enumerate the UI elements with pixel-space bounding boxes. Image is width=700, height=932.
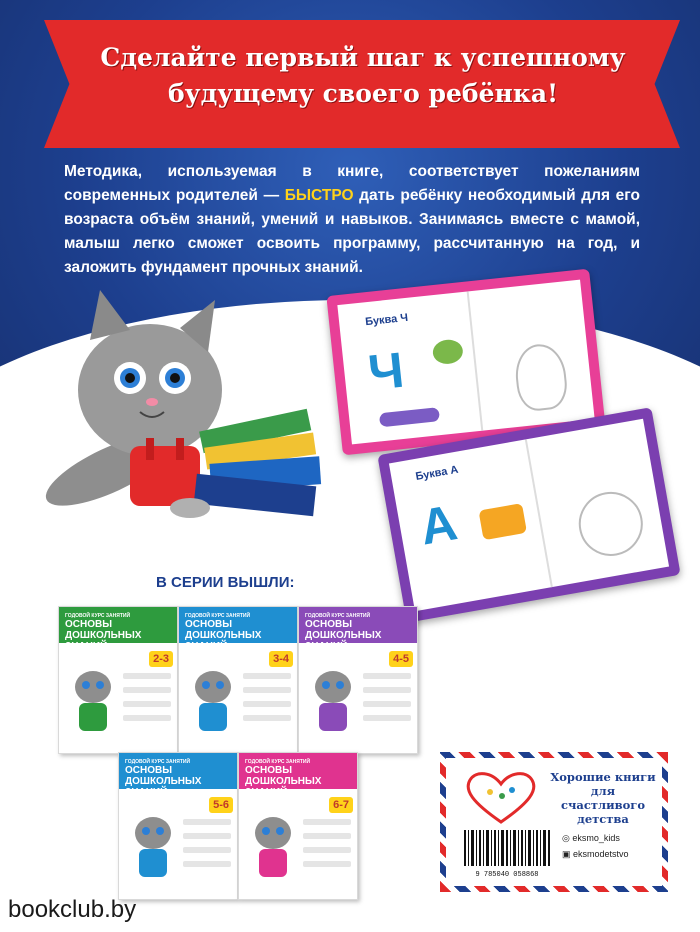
banner-title-line1: Сделайте первый шаг к успешному [100,43,626,72]
series-book-3-4[interactable] [178,606,298,754]
book-band [299,607,417,652]
book-content-lines [243,673,291,729]
book-content-lines [183,819,231,875]
intro-paragraph [64,160,640,280]
book-age-badge: 2-3 [149,651,173,667]
turtle-icon [432,338,464,365]
kitten-icon [69,665,117,735]
book-top-label: ГОДОВОЙ КУРС ЗАНЯТИЙ [65,613,131,619]
spread2-fold [525,439,553,587]
book-title: ОСНОВЫ ДОШКОЛЬНЫХ ЗНАНИЙ [245,765,322,798]
social-links [562,830,629,862]
book-band [119,753,237,798]
instagram-handle: eksmo_kids [572,833,620,843]
banner-title [70,40,656,112]
vk-handle: eksmodetstvo [573,849,629,859]
book-content-lines [363,673,411,729]
book-content-lines [123,673,171,729]
book-top-label: ГОДОВОЙ КУРС ЗАНЯТИЙ [125,759,191,765]
instagram-link[interactable] [562,830,629,846]
book-band [179,607,297,652]
book-top-label: ГОДОВОЙ КУРС ЗАНЯТИЙ [245,759,311,765]
series-title: В СЕРИИ ВЫШЛИ: [156,574,295,591]
publisher-postcard [440,752,668,892]
banner-title-line2: будущему своего ребёнка! [167,79,559,108]
garlic-outline [513,342,570,413]
spread1-heading: Буква Ч [364,311,409,329]
book-age-badge: 4-5 [389,651,413,667]
publisher-slogan: Хорошие книги для счастливого детства [550,770,656,826]
book-band [59,607,177,652]
spread1-fold [467,291,484,430]
kitten-icon [189,665,237,735]
dots-icon [379,407,440,427]
spread2-letter: А [415,494,462,556]
instagram-icon: ◎ [562,833,573,843]
book-top-label: ГОДОВОЙ КУРС ЗАНЯТИЙ [305,613,371,619]
book-title: ОСНОВЫ ДОШКОЛЬНЫХ ЗНАНИЙ [305,619,382,652]
book-top-label: ГОДОВОЙ КУРС ЗАНЯТИЙ [185,613,251,619]
book-age-badge: 3-4 [269,651,293,667]
series-book-5-6[interactable] [118,752,238,900]
book-title: ОСНОВЫ ДОШКОЛЬНЫХ ЗНАНИЙ [185,619,262,652]
watermark: bookclub.by [8,896,137,923]
book-title: ОСНОВЫ ДОШКОЛЬНЫХ ЗНАНИЙ [65,619,142,652]
series-book-6-7[interactable] [238,752,358,900]
book-content-lines [303,819,351,875]
watermelon-outline [574,487,648,561]
intro-highlight: БЫСТРО [284,187,354,204]
book-title: ОСНОВЫ ДОШКОЛЬНЫХ ЗНАНИЙ [125,765,202,798]
spread2-heading: Буква А [414,463,460,484]
book-age-badge: 5-6 [209,797,233,813]
series-book-2-3[interactable] [58,606,178,754]
vk-icon: ▣ [562,849,574,859]
vk-link[interactable] [562,846,629,862]
kitten-icon [129,811,177,881]
book-band [239,753,357,798]
intro-text-part1: Методика, используемая в книге, соответствует пожеланиям современных родителей — [64,163,640,204]
kitten-icon [249,811,297,881]
kitten-with-books-illustration [30,270,330,540]
barcode-icon [462,828,552,878]
spread1-letter: Ч [365,341,407,402]
intro-text-part2: дать ребёнку необходимый для его возраста объём знаний, умений и навыков. Занимаясь вместе с мамой, малыш легко сможет освоить программу, рассчитанную на год, и заложить фундамент прочных знаний. [64,187,640,276]
series-book-4-5[interactable] [298,606,418,754]
food-icon [478,503,527,540]
barcode-number: 9 785040 058868 [475,871,539,878]
heart-logo-icon [462,770,540,824]
kitten-icon [309,665,357,735]
book-age-badge: 6-7 [329,797,353,813]
